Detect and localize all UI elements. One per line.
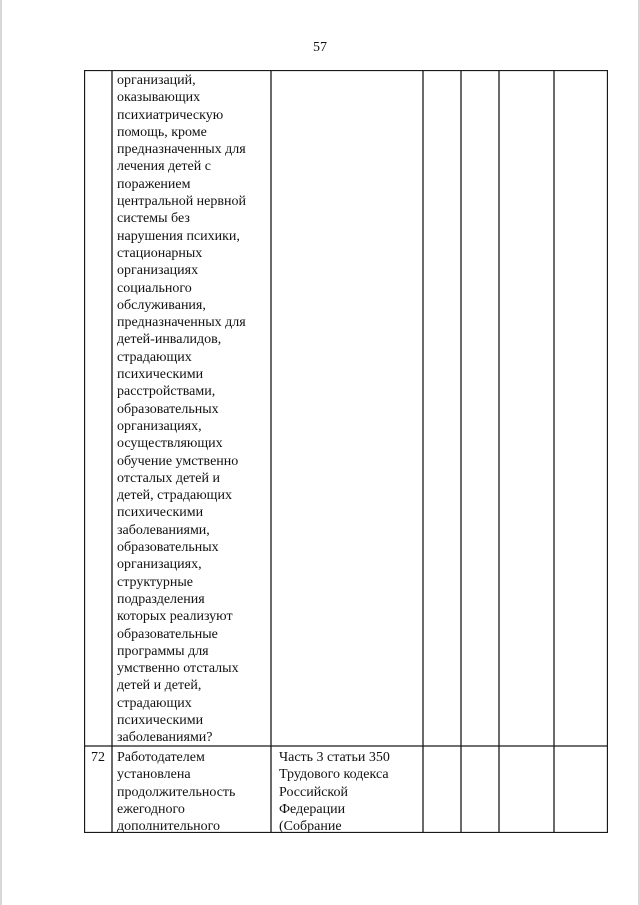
question-line: оказывающих [117,90,201,106]
question-line: Работодателем [117,750,205,765]
question-line: дополнительного [117,819,220,835]
question-line: нарушения психики, [117,228,240,244]
question-line: предназначенных для [117,142,246,158]
question-line: стационарных [117,245,203,261]
question-line: образовательных [117,540,219,556]
reference-line: Федерации [279,801,346,817]
question-line: предназначенных для [117,315,246,331]
question-line: детей и детей, [117,678,202,694]
row-number: 72 [91,750,105,765]
question-line: страдающих [117,349,192,365]
row-2-reference [279,749,390,835]
row-1-question [117,72,246,747]
question-line: психиатрическую [117,107,224,123]
reference-line: (Собрание [279,819,342,835]
question-line: помощь, кроме [117,124,207,140]
question-line: заболеваниями? [117,730,213,746]
question-line: которых реализуют [117,609,233,625]
reference-line: Трудового кодекса [279,767,389,783]
question-line: отсталых детей и [117,470,220,486]
question-line: обучение умственно [117,453,239,469]
question-line: детей, страдающих [117,488,232,504]
question-line: организаций, [117,73,196,88]
reference-line: Российской [279,784,348,800]
reference-line: Часть 3 статьи 350 [279,750,390,765]
question-line: подразделения [117,591,205,607]
question-line: обслуживания, [117,297,206,313]
question-line: продолжительность [117,784,236,800]
question-line: программы для [117,643,209,659]
question-line: установлена [117,767,191,783]
question-line: умственно отсталых [117,661,239,677]
question-line: организациях, [117,557,202,573]
row-2-number [91,749,105,766]
question-line: страдающих [117,695,192,711]
question-line: психическими [117,712,204,728]
question-line: психическими [117,367,204,383]
question-line: ежегодного [117,801,185,817]
question-line: образовательные [117,626,218,642]
question-line: организациях, [117,418,202,434]
question-line: лечения детей с [117,159,211,175]
question-line: системы без [117,211,190,227]
question-line: организациях [117,263,199,279]
question-line: центральной нервной [117,194,246,210]
question-line: структурные [117,574,193,590]
question-line: расстройствами, [117,384,216,400]
page-number: 57 [313,40,327,55]
row-2-question [117,749,235,835]
question-line: образовательных [117,401,219,417]
question-line: осуществляющих [117,436,223,452]
question-line: поражением [117,176,191,192]
question-line: социального [117,280,192,296]
question-line: детей-инвалидов, [117,332,222,348]
question-line: заболеваниями, [117,522,210,538]
scan-edge-left [0,0,2,905]
question-line: психическими [117,505,204,521]
